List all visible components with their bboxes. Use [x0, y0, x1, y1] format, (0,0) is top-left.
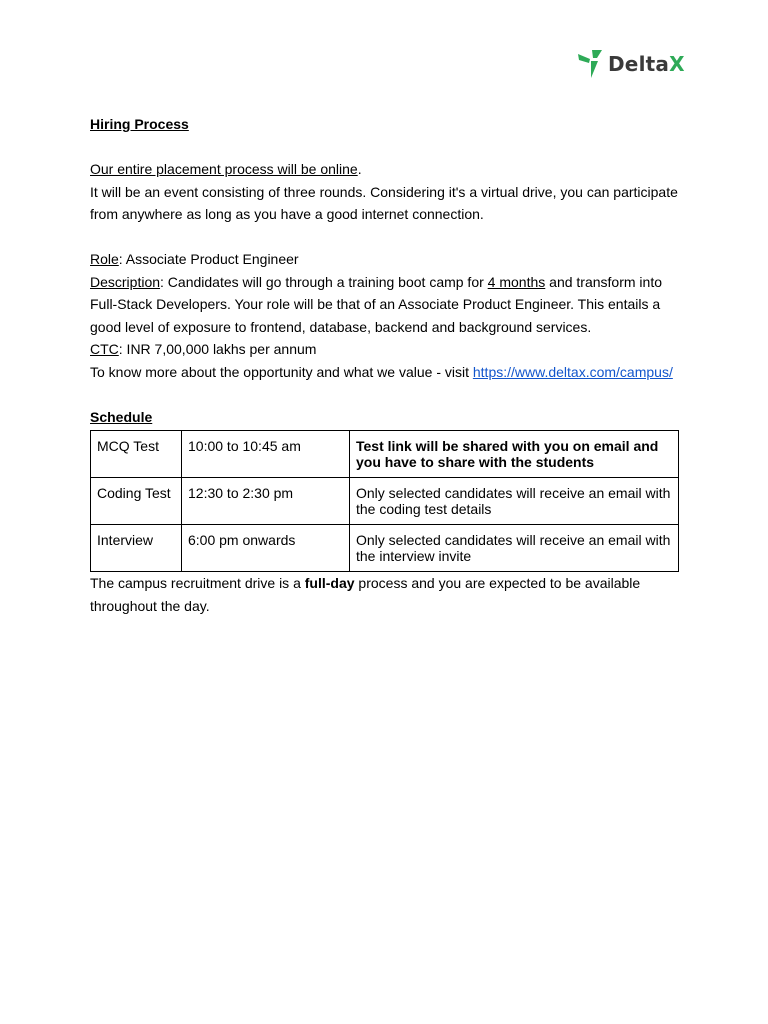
table-row — [91, 525, 679, 572]
table-row — [91, 478, 679, 525]
round-cell: Interview — [91, 525, 182, 572]
deltax-logo-icon — [578, 50, 604, 78]
note-cell: Only selected candidates will receive an email with the coding test details — [350, 478, 679, 525]
deltax-logo — [578, 50, 685, 78]
footer-paragraph: The campus recruitment drive is a full-day process and you are expected to be available throughout the day. — [90, 575, 641, 614]
full-day-text: full-day — [304, 575, 355, 591]
page-heading: Hiring Process — [90, 116, 189, 132]
know-more-line: To know more about the opportunity and what we value - visit https://www.deltax.com/campus/ — [90, 363, 673, 380]
note-cell: Test link will be shared with you on email and you have to share with the students — [350, 431, 679, 478]
note-cell: Only selected candidates will receive an email with the interview invite — [350, 525, 679, 572]
brand-name: DeltaX — [608, 52, 685, 76]
ctc-label: CTC — [90, 341, 119, 357]
time-cell: 10:00 to 10:45 am — [182, 431, 350, 478]
role-label: Role — [90, 251, 119, 267]
table-row — [91, 431, 679, 478]
intro-rounds-text: It will be an event consisting of three rounds. Considering it's a virtual drive, you can participate from anywhere as long as you have a good internet connection. — [90, 183, 678, 222]
ctc-line — [90, 338, 680, 361]
time-cell: 6:00 pm onwards — [182, 525, 350, 572]
intro-online-line: Our entire placement process will be online. — [90, 161, 362, 177]
round-cell: MCQ Test — [91, 431, 182, 478]
time-cell: 12:30 to 2:30 pm — [182, 478, 350, 525]
description-label: Description — [90, 273, 161, 290]
schedule-heading: Schedule — [90, 408, 153, 425]
schedule-table — [90, 430, 679, 572]
role-value: : Associate Product Engineer — [118, 251, 299, 267]
ctc-value: : INR 7,00,000 lakhs per annum — [118, 341, 317, 357]
duration-text: 4 months — [487, 273, 546, 290]
document-body — [90, 113, 680, 617]
role-line — [90, 248, 680, 271]
description-paragraph: Description: Candidates will go through a training boot camp for 4 months and transform into Full-Stack Developers. Your role will be that of an Associate Product Engineer. This entails a good level of exposure to frontend, database, backend and background services. — [90, 273, 662, 335]
round-cell: Coding Test — [91, 478, 182, 525]
campus-link[interactable]: https://www.deltax.com/campus/ — [472, 363, 673, 380]
